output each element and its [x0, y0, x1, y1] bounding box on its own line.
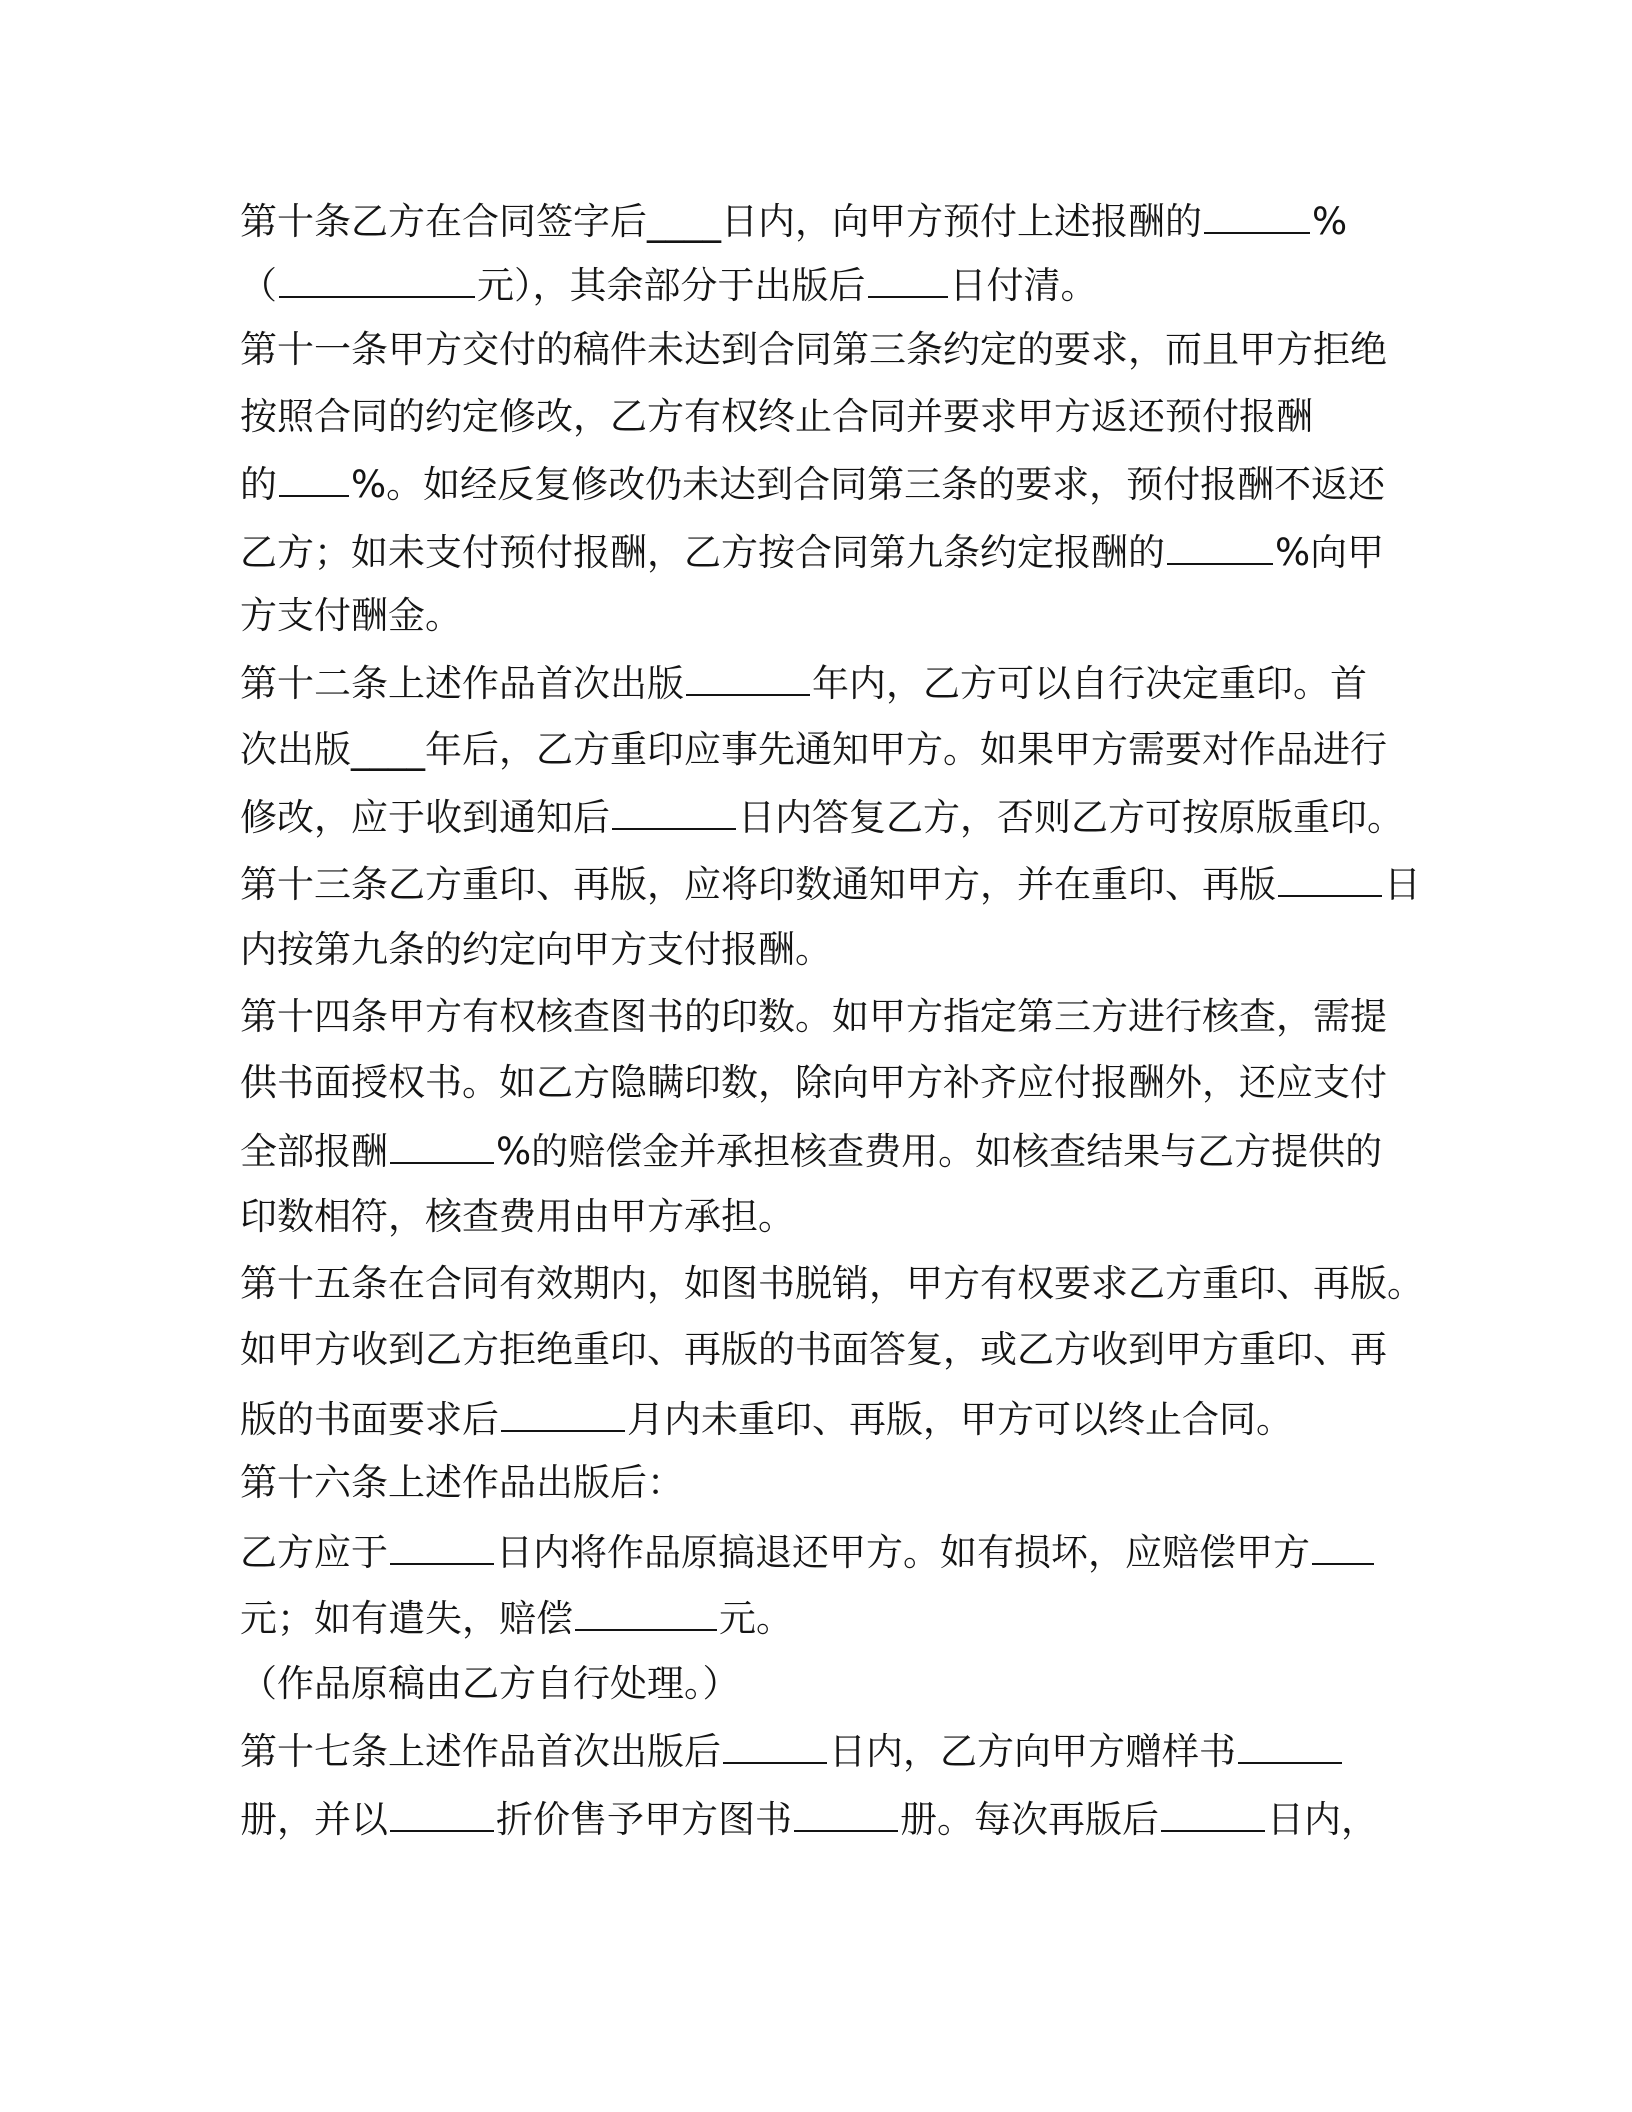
line-13	[240, 993, 1387, 1041]
blank-line-2a	[279, 260, 475, 298]
line-12-text: 内按第九条的约定向甲方支付报酬。	[240, 928, 832, 971]
blank-line-6	[1167, 527, 1273, 565]
line-20	[240, 1459, 684, 1507]
line-25-text-a: 册，并以	[240, 1798, 388, 1841]
blank-line-5	[279, 459, 349, 497]
line-25	[240, 1794, 1378, 1844]
line-21-text-a: 乙方应于	[240, 1531, 388, 1574]
line-23-text: （作品原稿由乙方自行处理。）	[240, 1662, 740, 1705]
line-18	[240, 1326, 1387, 1374]
blank-line-25b	[794, 1794, 898, 1832]
line-3-text: 第十一条甲方交付的稿件未达到合同第三条约定的要求，而且甲方拒绝	[240, 328, 1387, 371]
line-24-text-b: 日内，乙方向甲方赠样书	[829, 1730, 1236, 1773]
line-1-text-a: 第十条乙方在合同签字后____日内，向甲方预付上述报酬的	[240, 200, 1202, 243]
line-4	[240, 393, 1313, 441]
line-22	[240, 1593, 793, 1643]
line-10-text-b: 日内答复乙方，否则乙方可按原版重印。	[738, 796, 1404, 839]
line-18-text: 如甲方收到乙方拒绝重印、再版的书面答复，或乙方收到甲方重印、再	[240, 1328, 1387, 1371]
line-25-text-d: 日内，	[1267, 1798, 1378, 1841]
line-3	[240, 326, 1387, 374]
line-14	[240, 1059, 1387, 1107]
blank-line-24b	[1238, 1726, 1342, 1764]
line-17-text: 第十五条在合同有效期内，如图书脱销，甲方有权要求乙方重印、再版。	[240, 1262, 1424, 1305]
line-22-text-a: 元；如有遣失，赔偿	[240, 1597, 573, 1640]
line-8-text-a: 第十二条上述作品首次出版	[240, 662, 684, 705]
line-25-text-c: 册。每次再版后	[900, 1798, 1159, 1841]
blank-line-11	[1278, 859, 1382, 897]
line-1	[240, 196, 1347, 246]
line-15-text-b: %的赔偿金并承担核查费用。如核查结果与乙方提供的	[496, 1130, 1383, 1173]
line-16	[240, 1193, 795, 1241]
line-4-text: 按照合同的约定修改，乙方有权终止合同并要求甲方返还预付报酬	[240, 395, 1313, 438]
line-5	[240, 459, 1385, 509]
line-7	[240, 592, 462, 640]
line-15	[240, 1126, 1382, 1176]
line-21-text-b: 日内将作品原搞退还甲方。如有损坏，应赔偿甲方	[496, 1531, 1310, 1574]
line-24-text-a: 第十七条上述作品首次出版后	[240, 1730, 721, 1773]
line-17	[240, 1260, 1424, 1308]
line-15-text-a: 全部报酬	[240, 1130, 388, 1173]
line-25-text-b: 折价售予甲方图书	[496, 1798, 792, 1841]
line-11-text-a: 第十三条乙方重印、再版，应将印数通知甲方，并在重印、再版	[240, 863, 1276, 906]
line-13-text: 第十四条甲方有权核查图书的印数。如甲方指定第三方进行核查，需提	[240, 995, 1387, 1038]
blank-line-10	[612, 792, 736, 830]
line-12	[240, 926, 832, 974]
line-2-text-b: 元），其余部分于出版后	[477, 264, 866, 307]
line-23	[240, 1660, 740, 1708]
blank-line-2b	[868, 260, 948, 298]
line-24	[240, 1726, 1344, 1776]
line-22-text-b: 元。	[719, 1597, 793, 1640]
line-6-text-a: 乙方；如未支付预付报酬，乙方按合同第九条约定报酬的	[240, 531, 1165, 574]
line-19	[240, 1394, 1293, 1444]
blank-line-25c	[1161, 1794, 1265, 1832]
line-19-text-a: 版的书面要求后	[240, 1398, 499, 1441]
line-11-text-b: 日	[1384, 863, 1421, 906]
line-2	[240, 260, 1098, 310]
blank-line-15	[390, 1126, 494, 1164]
blank-line-22	[575, 1593, 717, 1631]
line-9-text: 次出版____年后，乙方重印应事先通知甲方。如果甲方需要对作品进行	[240, 728, 1387, 771]
line-2-text-c: 日付清。	[949, 264, 1098, 307]
blank-line-24a	[723, 1726, 827, 1764]
line-20-text: 第十六条上述作品出版后：	[240, 1461, 684, 1504]
blank-line-25a	[390, 1794, 494, 1832]
blank-line-21b	[1312, 1527, 1374, 1565]
line-2-text-a: （	[240, 264, 277, 307]
blank-line-8	[686, 658, 810, 696]
line-16-text: 印数相符，核查费用由甲方承担。	[240, 1195, 795, 1238]
line-14-text: 供书面授权书。如乙方隐瞒印数，除向甲方补齐应付报酬外，还应支付	[240, 1061, 1387, 1104]
line-5-text-b: %。如经反复修改仍未达到合同第三条的要求，预付报酬不返还	[351, 463, 1386, 506]
line-5-text-a: 的	[240, 463, 277, 506]
line-8	[240, 658, 1367, 708]
line-10-text-a: 修改，应于收到通知后	[240, 796, 610, 839]
blank-line-19	[501, 1394, 625, 1432]
line-10	[240, 792, 1404, 842]
blank-line-1	[1204, 196, 1310, 234]
line-7-text: 方支付酬金。	[240, 594, 462, 637]
line-6-text-b: %向甲	[1275, 531, 1385, 574]
blank-line-21a	[390, 1527, 494, 1565]
line-1-text-b: %	[1312, 200, 1348, 243]
line-21	[240, 1527, 1376, 1577]
line-6	[240, 527, 1384, 577]
line-19-text-b: 月内未重印、再版，甲方可以终止合同。	[627, 1398, 1293, 1441]
line-8-text-b: 年内，乙方可以自行决定重印。首	[812, 662, 1367, 705]
line-9	[240, 726, 1387, 774]
line-11	[240, 859, 1421, 909]
